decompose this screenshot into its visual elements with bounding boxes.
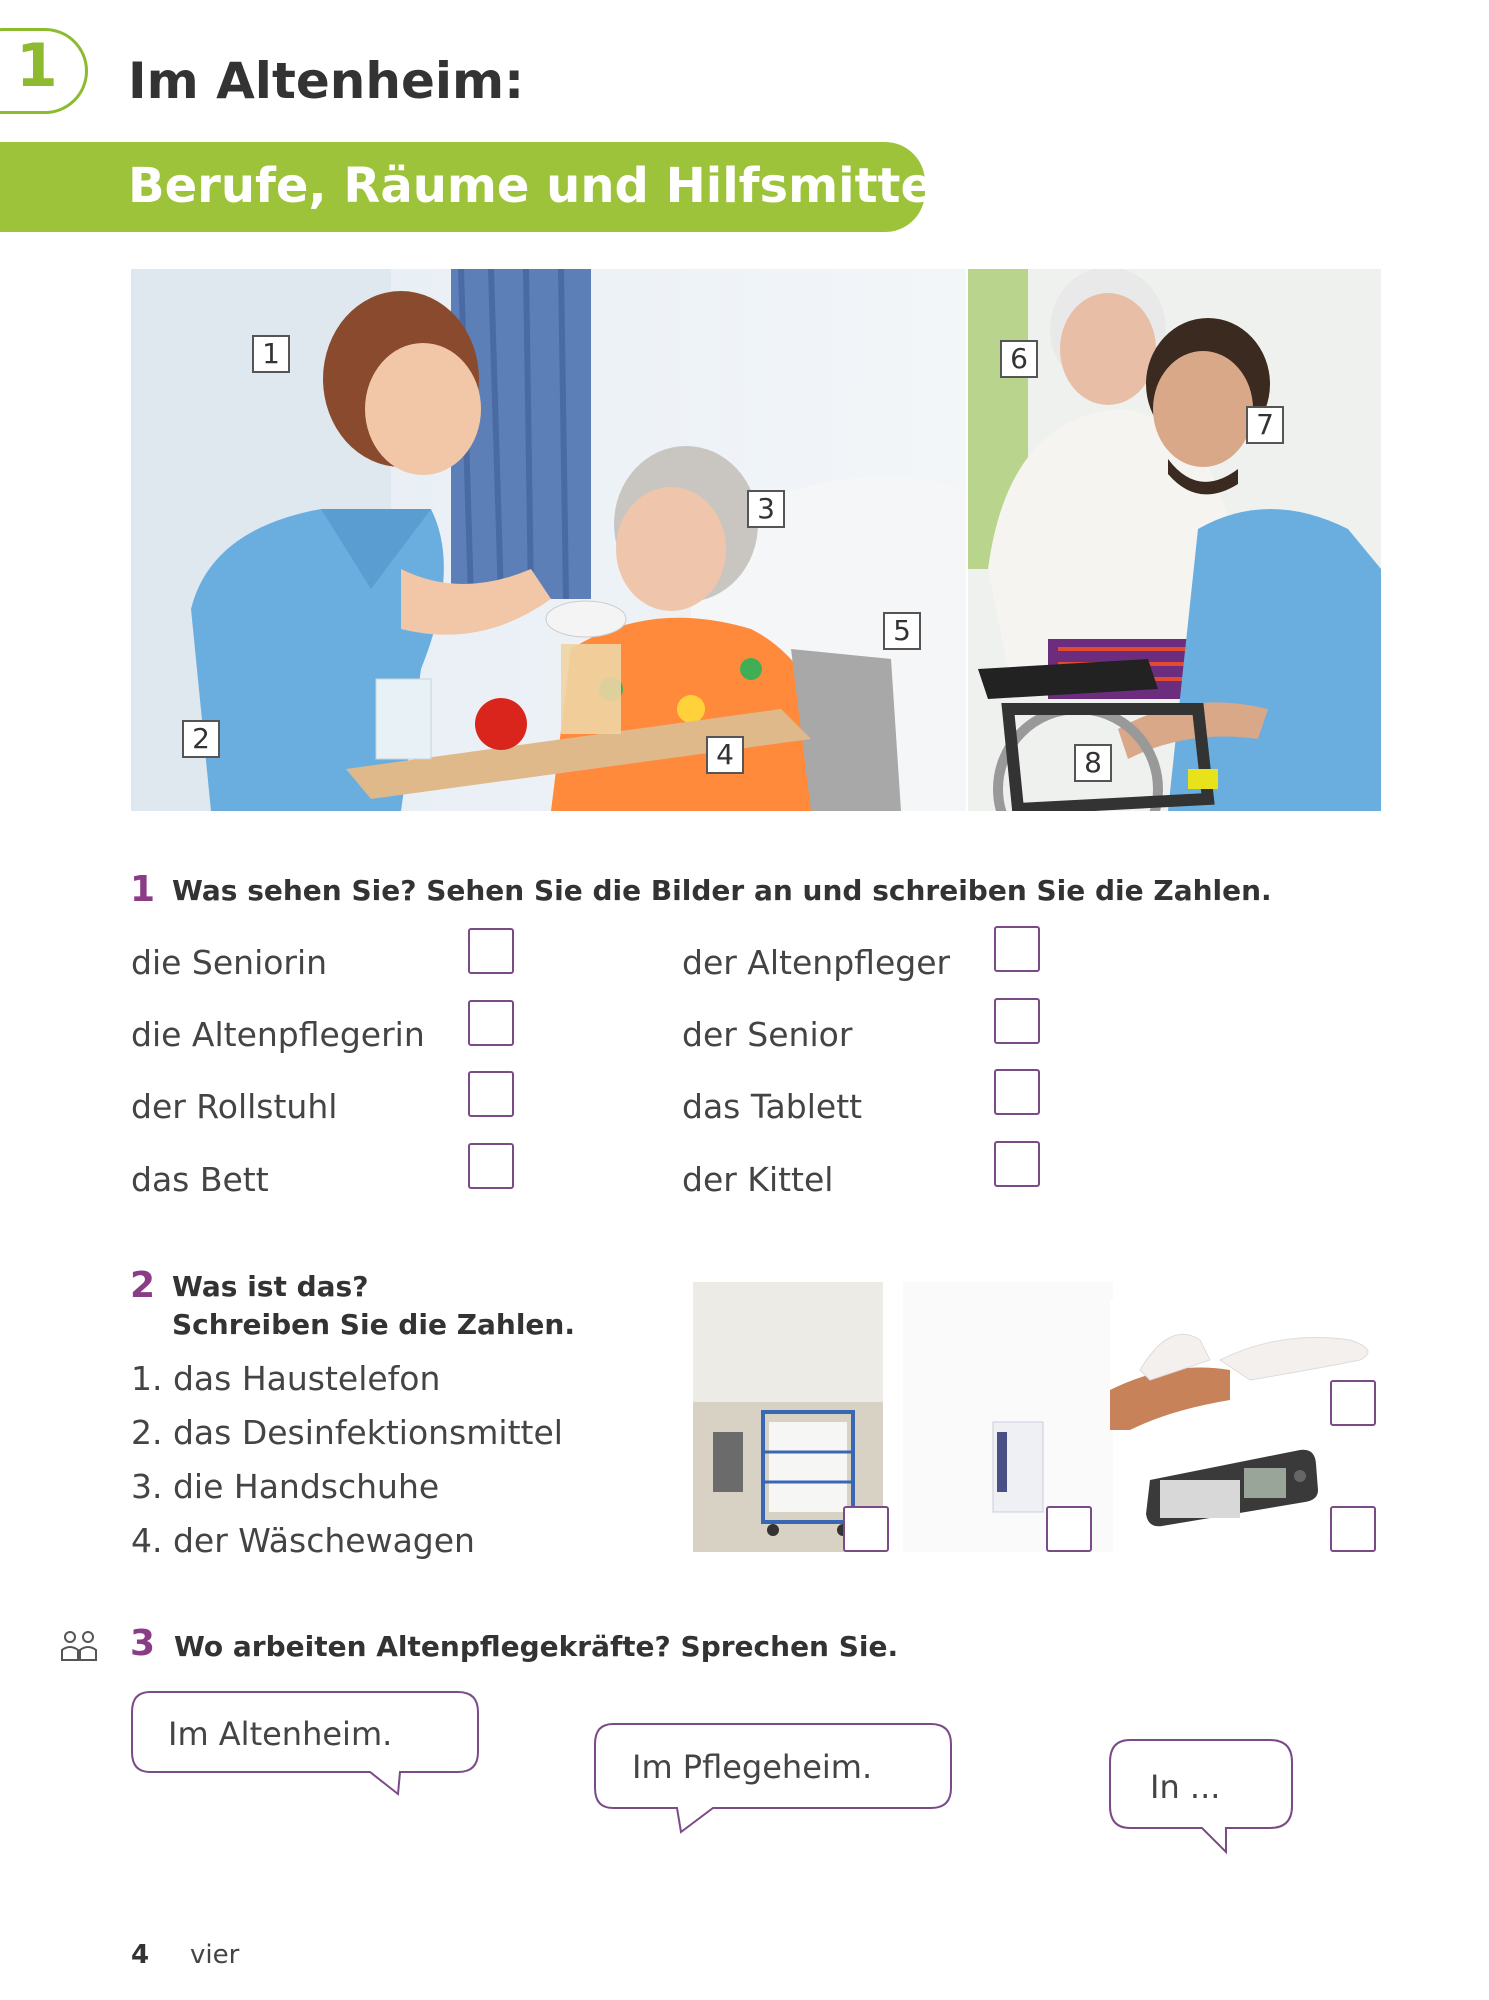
answer-box-left-1[interactable] — [468, 928, 514, 974]
exercise2-number: 2 — [130, 1265, 156, 1306]
word-left-3: der Rollstuhl — [131, 1087, 338, 1126]
answer-box-right-2[interactable] — [994, 998, 1040, 1044]
word-right-1: der Altenpfleger — [682, 943, 951, 982]
answer-box-gloves[interactable] — [1330, 1380, 1376, 1426]
exercise2-instruction-line2: Schreiben Sie die Zahlen. — [172, 1308, 575, 1341]
exercise1-instruction: Was sehen Sie? Sehen Sie die Bilder an und schreiben Sie die Zahlen. — [172, 874, 1272, 907]
photo-label-7: 7 — [1246, 406, 1284, 444]
answer-box-left-3[interactable] — [468, 1071, 514, 1117]
photo-label-5: 5 — [883, 612, 921, 650]
word-left-4: das Bett — [131, 1160, 269, 1199]
word-right-3: das Tablett — [682, 1087, 863, 1126]
speech-bubble-1-text: Im Altenheim. — [168, 1715, 393, 1753]
exercise3-number: 3 — [130, 1623, 156, 1664]
photo-label-3: 3 — [747, 490, 785, 528]
word-right-2: der Senior — [682, 1015, 853, 1054]
speech-bubble-3-text: In ... — [1150, 1768, 1221, 1806]
word-left-2: die Altenpflegerin — [131, 1015, 425, 1054]
page-number-word: vier — [190, 1940, 240, 1970]
answer-box-phone[interactable] — [1330, 1506, 1376, 1552]
answer-box-left-2[interactable] — [468, 1000, 514, 1046]
exercise1-number: 1 — [130, 869, 156, 910]
exercise3-instruction: Wo arbeiten Altenpflegekräfte? Sprechen Sie. — [174, 1630, 899, 1663]
answer-box-laundry-cart[interactable] — [843, 1506, 889, 1552]
answer-box-right-1[interactable] — [994, 926, 1040, 972]
page-subtitle: Berufe, Räume und Hilfsmittel — [128, 158, 950, 214]
photo-cordless-phone — [1140, 1440, 1320, 1540]
pair-work-icon — [60, 1630, 98, 1668]
exercise2-item-4: 4. der Wäschewagen — [131, 1521, 475, 1560]
photo-label-6: 6 — [1000, 340, 1038, 378]
word-right-4: der Kittel — [682, 1160, 834, 1199]
answer-box-left-4[interactable] — [468, 1143, 514, 1189]
answer-box-right-3[interactable] — [994, 1069, 1040, 1115]
answer-box-right-4[interactable] — [994, 1141, 1040, 1187]
photo-label-2: 2 — [182, 720, 220, 758]
exercise2-item-2: 2. das Desinfektionsmittel — [131, 1413, 563, 1452]
photo-label-8: 8 — [1074, 744, 1112, 782]
photo-label-1: 1 — [252, 335, 290, 373]
exercise2-item-3: 3. die Handschuhe — [131, 1467, 440, 1506]
exercise2-item-1: 1. das Haustelefon — [131, 1359, 441, 1398]
word-left-1: die Seniorin — [131, 943, 328, 982]
exercise2-instruction-line1: Was ist das? — [172, 1270, 369, 1303]
page-title: Im Altenheim: — [128, 52, 525, 110]
answer-box-disinfectant[interactable] — [1046, 1506, 1092, 1552]
unit-number: 1 — [16, 31, 58, 101]
speech-bubble-2-text: Im Pflegeheim. — [632, 1748, 873, 1786]
page-number: 4 — [131, 1940, 150, 1970]
photo-label-4: 4 — [706, 736, 744, 774]
